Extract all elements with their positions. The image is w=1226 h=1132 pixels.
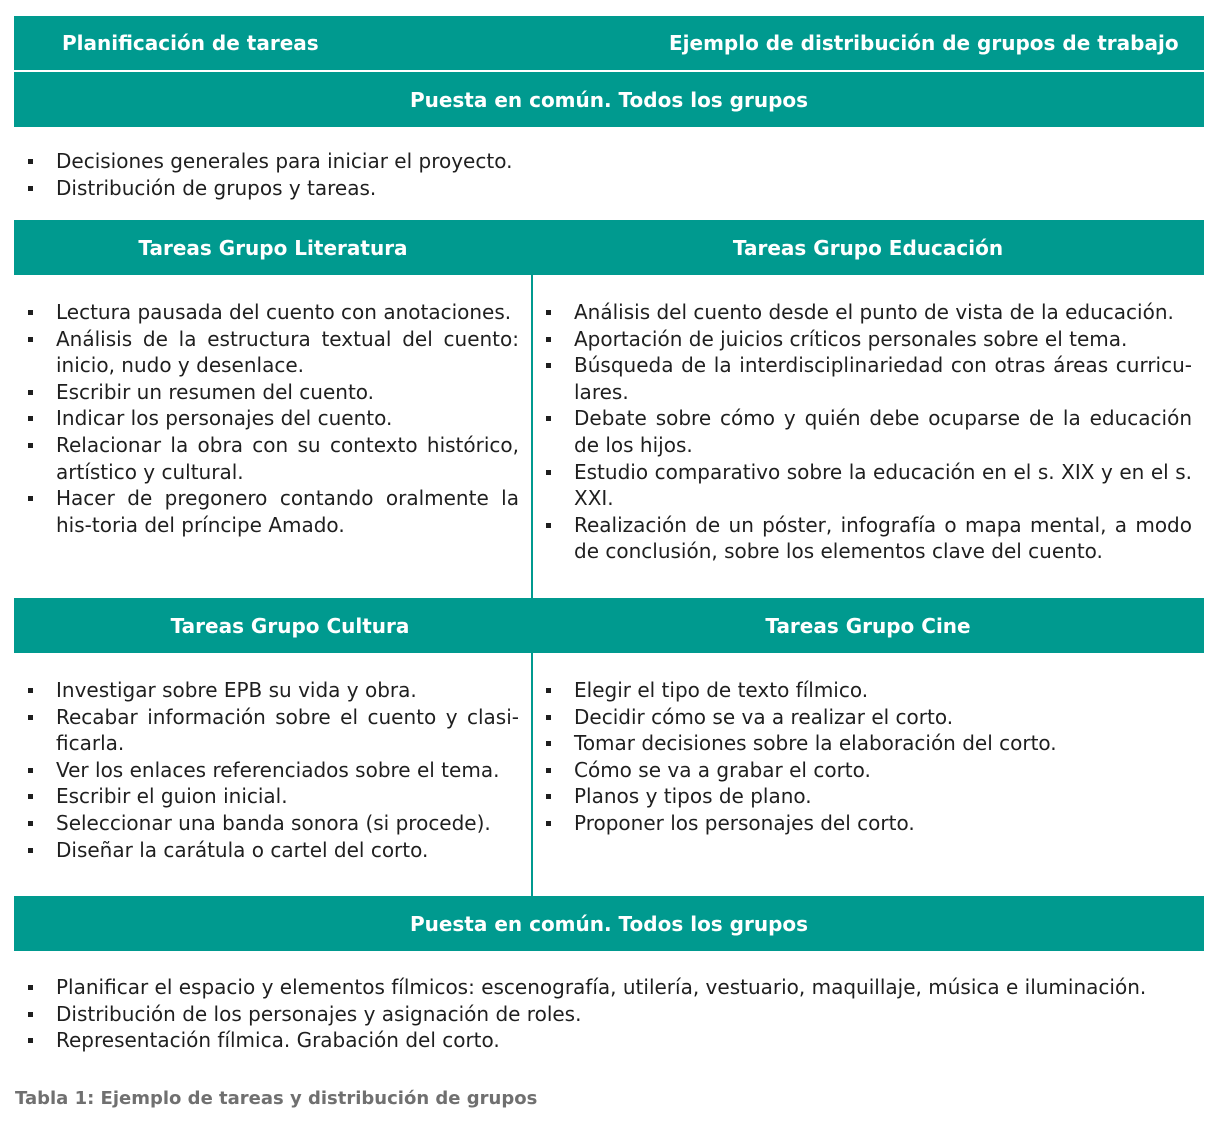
cine-list [532, 677, 1192, 837]
list-item: Representación fílmica. Grabación del corto. [14, 1027, 1204, 1054]
list-item: Estudio comparativo sobre la educación en el s. XIX y en el s. XXI. [532, 459, 1192, 512]
list-item: Análisis del cuento desde el punto de vista de la educación. [532, 299, 1192, 326]
list-item: Análisis de la estructura textual del cuento: inicio, nudo y desenlace. [14, 326, 519, 379]
list-item: Lectura pausada del cuento con anotaciones. [14, 299, 519, 326]
list-item: Relacionar la obra con su contexto histórico, artístico y cultural. [14, 432, 519, 485]
list-item: Escribir un resumen del cuento. [14, 379, 519, 406]
list-item: Debate sobre cómo y quién debe ocuparse de la educación de los hijos. [532, 405, 1192, 458]
section-header-common-1 [14, 72, 1204, 127]
header-left: Planificación de tareas [62, 31, 319, 55]
list-item: Planificar el espacio y elementos fílmicos: escenografía, utilería, vestuario, maquillaje, música e iluminación. [14, 974, 1204, 1001]
list-item: Tomar decisiones sobre la elaboración del corto. [532, 730, 1192, 757]
table-header [14, 16, 1204, 70]
cultura-title: Tareas Grupo Cultura [170, 613, 410, 638]
list-item: Distribución de los personajes y asignación de roles. [14, 1001, 1204, 1028]
literatura-title: Tareas Grupo Literatura [138, 235, 408, 260]
list-item: Elegir el tipo de texto fílmico. [532, 677, 1192, 704]
list-item: Cómo se va a grabar el corto. [532, 757, 1192, 784]
list-item: Diseñar la carátula o cartel del corto. [14, 837, 519, 864]
list-item: Investigar sobre EPB su vida y obra. [14, 677, 519, 704]
list-item: Distribución de grupos y tareas. [14, 175, 1194, 202]
group-headers-row-1 [14, 220, 1204, 275]
list-item: Planos y tipos de plano. [532, 783, 1192, 810]
list-item: Proponer los personajes del corto. [532, 810, 1192, 837]
list-item: Ver los enlaces referenciados sobre el tema. [14, 757, 519, 784]
common-list-2 [14, 974, 1204, 1054]
educacion-title: Tareas Grupo Educación [732, 235, 1004, 260]
section-title: Puesta en común. Todos los grupos [409, 911, 809, 936]
section-title: Puesta en común. Todos los grupos [409, 87, 809, 112]
cultura-list [14, 677, 519, 863]
list-item: Seleccionar una banda sonora (si procede). [14, 810, 519, 837]
list-item: Recabar información sobre el cuento y clasi-ficarla. [14, 704, 519, 757]
list-item: Decidir cómo se va a realizar el corto. [532, 704, 1192, 731]
educacion-list [532, 299, 1192, 565]
table-caption: Tabla 1: Ejemplo de tareas y distribución de grupos [15, 1088, 538, 1109]
list-item: Escribir el guion inicial. [14, 783, 519, 810]
list-item: Realización de un póster, infografía o mapa mental, a modo de conclusión, sobre los elementos clave del cuento. [532, 512, 1192, 565]
header-right: Ejemplo de distribución de grupos de trabajo [669, 31, 1179, 55]
group-headers-row-2 [14, 598, 1204, 653]
list-item: Decisiones generales para iniciar el proyecto. [14, 148, 1194, 175]
list-item: Hacer de pregonero contando oralmente la his-toria del príncipe Amado. [14, 485, 519, 538]
list-item: Búsqueda de la interdisciplinariedad con otras áreas curricu-lares. [532, 352, 1192, 405]
common-list-1 [14, 148, 1194, 201]
section-header-common-2 [14, 896, 1204, 951]
literatura-list [14, 299, 519, 538]
cine-title: Tareas Grupo Cine [765, 613, 971, 638]
list-item: Indicar los personajes del cuento. [14, 405, 519, 432]
list-item: Aportación de juicios críticos personales sobre el tema. [532, 326, 1192, 353]
